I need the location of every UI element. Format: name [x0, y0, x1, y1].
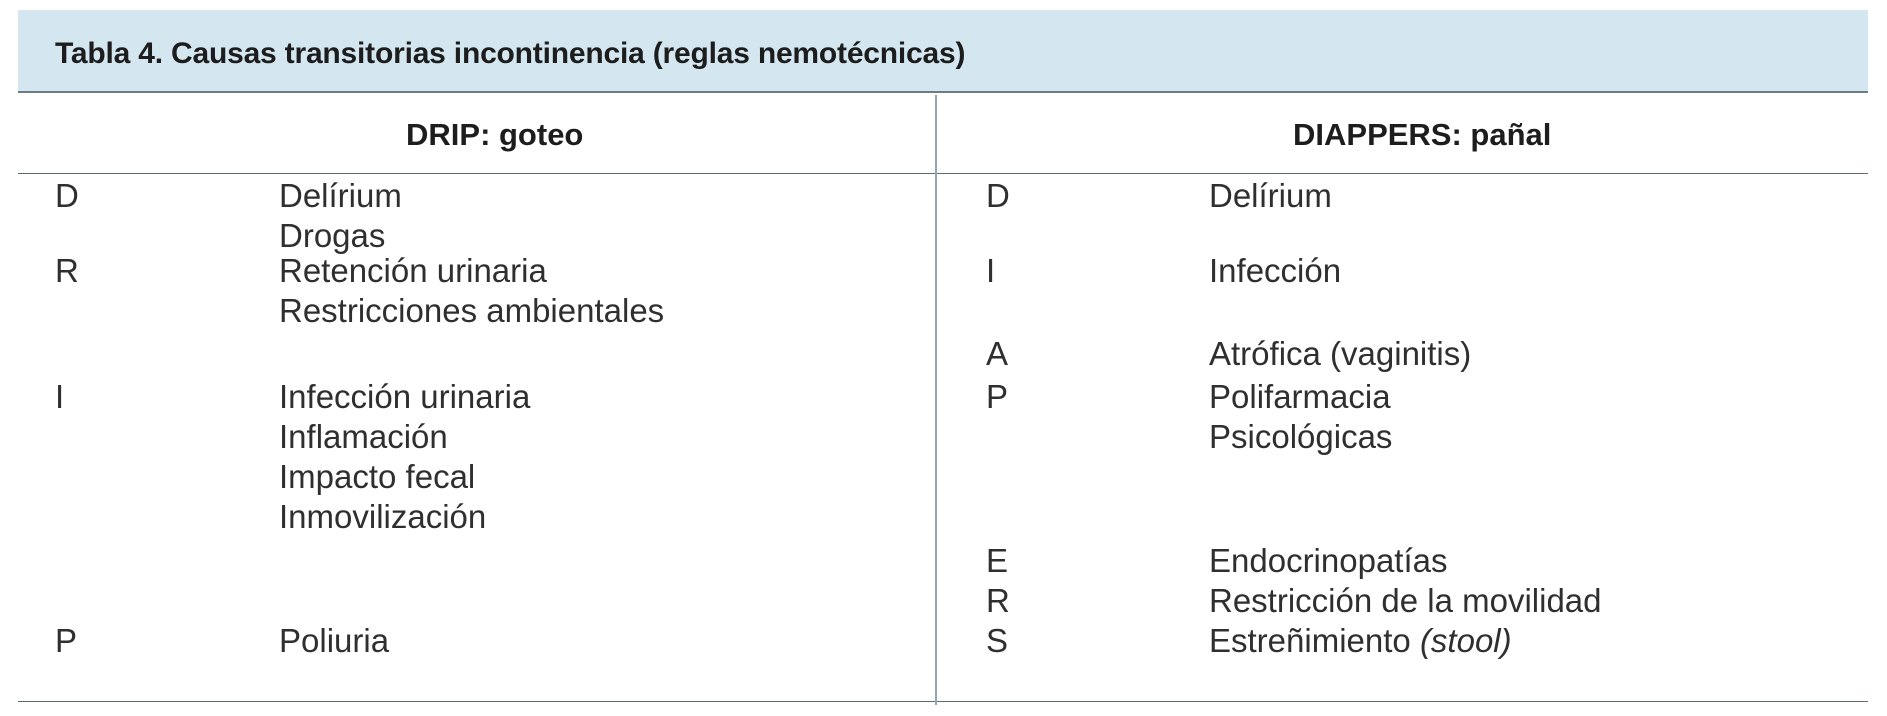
drip-item-restricciones: Restricciones ambientales: [279, 292, 665, 329]
drip-letter-r: R: [55, 252, 79, 289]
estrenimiento-text: Estreñimiento: [1209, 622, 1411, 659]
diappers-letter-r: R: [986, 582, 1010, 619]
header-drip: DRIP: goteo: [406, 117, 584, 152]
diappers-letter-e: E: [986, 542, 1009, 579]
table-caption-bar: [18, 10, 1868, 93]
diappers-letter-a: A: [986, 335, 1009, 372]
drip-item-poliuria: Poliuria: [279, 622, 390, 659]
column-divider: [935, 95, 937, 705]
diappers-letter-s: S: [986, 622, 1009, 659]
drip-item-inflamacion: Inflamación: [279, 418, 448, 455]
stool-note: (stool): [1419, 622, 1512, 659]
diappers-letter-i: I: [986, 252, 996, 289]
drip-item-infeccion-urinaria: Infección urinaria: [279, 378, 531, 415]
table-caption: Tabla 4. Causas transitorias incontinencia (reglas nemotécnicas): [55, 37, 966, 70]
drip-letter-d: D: [55, 177, 79, 214]
diappers-item-restriccion-movilidad: Restricción de la movilidad: [1209, 582, 1602, 619]
diappers-item-estrenimiento: [1209, 621, 1512, 661]
diappers-letter-d: D: [986, 177, 1010, 214]
table-body: [18, 174, 1868, 702]
diappers-item-delirium: Delírium: [1209, 177, 1332, 214]
mnemonic-table: [18, 10, 1868, 702]
header-diappers: DIAPPERS: pañal: [1293, 117, 1552, 152]
diappers-item-polifarmacia: Polifarmacia: [1209, 378, 1391, 415]
drip-item-delirium: Delírium: [279, 177, 402, 214]
diappers-item-atrofica: Atrófica (vaginitis): [1209, 335, 1472, 372]
drip-item-impacto-fecal: Impacto fecal: [279, 458, 476, 495]
drip-item-drogas: Drogas: [279, 217, 386, 254]
diappers-item-psicologicas: Psicológicas: [1209, 418, 1393, 455]
diappers-letter-p: P: [986, 378, 1009, 415]
diappers-item-infeccion: Infección: [1209, 252, 1342, 289]
diappers-item-endocrinopatias: Endocrinopatías: [1209, 542, 1448, 579]
drip-item-retencion: Retención urinaria: [279, 252, 547, 289]
drip-letter-i: I: [55, 378, 65, 415]
drip-letter-p: P: [55, 622, 78, 659]
drip-item-inmovilizacion: Inmovilización: [279, 498, 487, 535]
table-header-row: [18, 93, 1868, 174]
